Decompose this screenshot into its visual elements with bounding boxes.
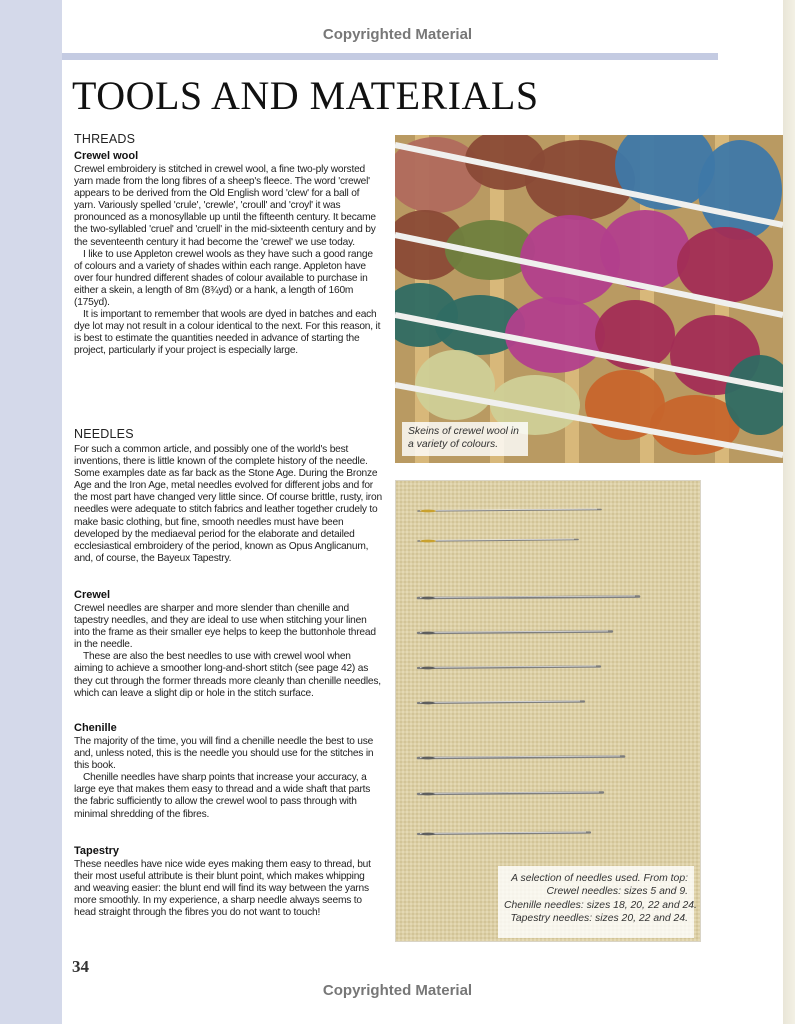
- page-edge: [783, 0, 795, 1024]
- needle-eye: [421, 597, 435, 600]
- crewel-needle-paragraph: Crewel needles are sharper and more slender than chenille and tapestry needles, and they are ideal to use when stitching your linen into the frame as their smaller eye helps to keep the buttonhole thread in the needle.: [74, 603, 376, 651]
- tapestry-needle-heading: Tapestry: [74, 845, 120, 857]
- chenille-needle-paragraph: The majority of the time, you will find a chenille needle the best to use and, unless noted, this is the needle you should use for the stitches in this book.: [74, 736, 374, 772]
- crewel-wool-text: [74, 164, 382, 358]
- threads-heading: THREADS: [74, 132, 136, 146]
- caption-line: Crewel needles: sizes 5 and 9.: [546, 886, 688, 898]
- needle-eye: [421, 757, 435, 760]
- tapestry-needle-paragraph: These needles have nice wide eyes making them easy to thread, but their most useful attribute is their blunt point, which makes whipping and weaving easier: the blunt end will find its way between the yarns more smoothly. In my experience, a sharp needle always seems to head straight through the fibres you do not want to touch!: [74, 859, 371, 919]
- needles-photo-caption: [498, 866, 697, 938]
- chenille-needle-heading: Chenille: [74, 722, 117, 734]
- page-number: 34: [72, 957, 89, 976]
- wool-skein: [505, 297, 605, 373]
- chenille-needle-paragraph: Chenille needles have sharp points that increase your accuracy, a large eye that makes them easy to thread and a wide shaft that parts the fabric sufficiently to allow the crewel wool to pass through with minimal shredding of the fibres.: [74, 772, 371, 820]
- header-rule: [62, 53, 718, 60]
- crewel-needle-text: [74, 603, 382, 700]
- caption-line: A selection of needles used. From top:: [511, 873, 688, 884]
- wool-skein: [677, 227, 773, 303]
- needle-eye: [420, 510, 436, 513]
- crewel-needle-paragraph: These are also the best needles to use with crewel wool when aiming to achieve a smoother long-and-short stitch (see page 42) as they cut through the former threads more cleanly than chenille needles, which can leave a slight dip or hole in the stitch surface.: [74, 651, 381, 699]
- caption-line: Chenille needles: sizes 18, 20, 22 and 24.: [504, 899, 697, 911]
- wool-skein: [415, 350, 495, 420]
- copyright-watermark-top: Copyrighted Material: [322, 26, 473, 43]
- caption-line: Tapestry needles: sizes 20, 22 and 24.: [510, 912, 688, 924]
- wool-photo-caption: Skeins of crewel wool in a variety of colours.: [402, 422, 528, 456]
- needle-eye: [421, 833, 435, 836]
- tapestry-needle-text: [74, 859, 382, 919]
- needle-eye: [420, 540, 436, 543]
- crewel-wool-paragraph: Crewel embroidery is stitched in crewel wool, a fine two-ply worsted yarn made from the long fibres of a sheep's fleece. The word 'crewel' appears to be derived from the Old English word 'clew' for a ball of yarn. Variously spelled 'crule', 'crewle', 'croull' and 'croyl' it was pronounced as a monosyllable up until the fifteenth century. It became the two-syllabled 'cruel' and 'cruell' in the mid-sixteenth century and by the seventeenth century it had become the 'crewel' we use today.: [74, 164, 376, 248]
- chenille-needle-text: [74, 736, 382, 821]
- needle-eye: [421, 667, 435, 670]
- needle-eye: [421, 793, 435, 796]
- crewel-wool-heading: Crewel wool: [74, 150, 139, 162]
- needles-intro-text: [74, 444, 382, 565]
- crewel-wool-paragraph: I like to use Appleton crewel wools as they have such a good range of colours and a variety of shades within each range. Appleton have over four hundred different shades of colour available to purchase in either a skein, a length of 8m (8¾yd) or a hank, a length of 160m (175yd).: [74, 248, 373, 309]
- crewel-wool-paragraph: It is important to remember that wools are dyed in batches and each dye lot may not result in a colour identical to the next. For this reason, it is best to estimate the quantities needed in advance of starting the project, particularly if your project is especially large.: [74, 309, 381, 357]
- page-title: TOOLS AND MATERIALS: [72, 73, 539, 118]
- needles-heading: NEEDLES: [74, 427, 134, 441]
- page-margin-band: [0, 0, 62, 1024]
- crewel-needle-heading: Crewel: [74, 589, 111, 601]
- needles-intro-paragraph: For such a common article, and possibly one of the world's best inventions, there is little known of the complete history of the needle. Some examples date as far back as the Stone Age. During the Bronze Age and the Iron Age, metal needles evolved for different jobs and for the most part have changed very little since. Of course brittle, rusty, iron needles were adequate to stitch fabrics and leather together crudely to make basic clothing, but fine, smooth needles must have been developed by the mediaeval period for the elaborate and detailed ecclesiastical embroidery of the period, known as Opus Anglicanum, and, of course, the Bayeux Tapestry.: [74, 444, 382, 564]
- copyright-watermark-bottom: Copyrighted Material: [322, 982, 473, 999]
- needle-eye: [421, 702, 435, 705]
- crewel-wool-photo: [395, 135, 783, 463]
- needle-eye: [421, 632, 435, 635]
